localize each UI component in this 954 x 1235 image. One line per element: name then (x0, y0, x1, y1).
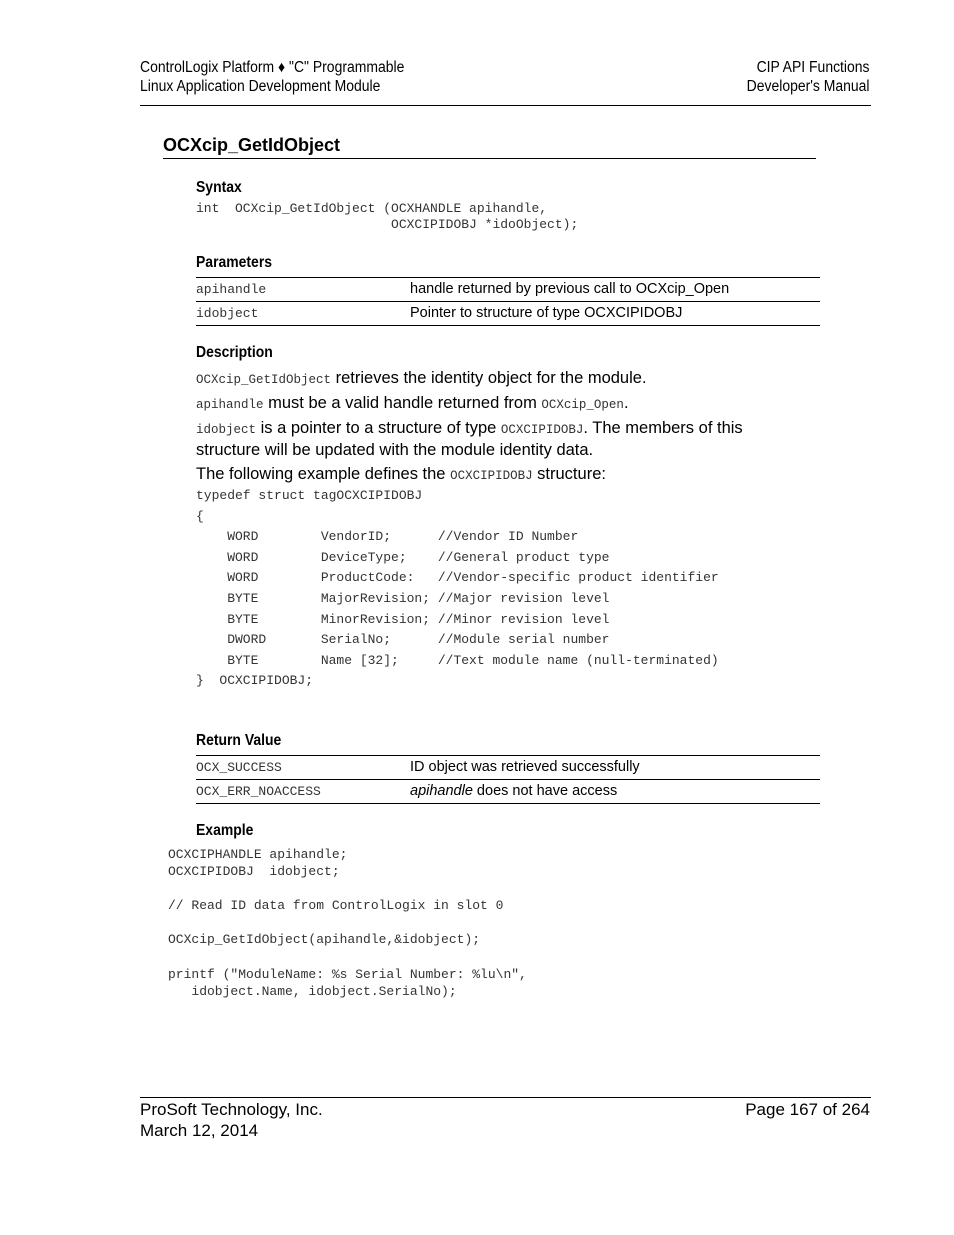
param-name: apihandle (196, 282, 267, 297)
return-code: OCX_ERR_NOACCESS (196, 784, 321, 799)
inline-code: OCXcip_GetIdObject (196, 373, 332, 387)
title-rule (163, 158, 816, 159)
description-paragraph (196, 368, 816, 393)
inline-code: OCXcip_Open (541, 398, 624, 412)
inline-code: idobject (196, 423, 257, 437)
struct-definition-code: typedef struct tagOCXCIPIDOBJ { WORD VendorID; //Vendor ID Number WORD DeviceType; //General product type WORD ProductCode: //Vendor-specific product identifier BYTE MajorRevision; //Major revision level BYTE MinorRevision; //Minor revision level DWORD SerialNo; //Module serial number BYTE Name [32]; //Text module name (null-terminated) } OCXCIPIDOBJ; (196, 488, 719, 689)
example-heading: Example (196, 822, 254, 839)
description-text: structure will be updated with the module identity data. (196, 441, 594, 459)
table-row (196, 302, 820, 326)
syntax-heading: Syntax (196, 179, 242, 196)
footer-date: March 12, 2014 (140, 1121, 259, 1140)
table-row (196, 780, 820, 804)
syntax-code (196, 201, 578, 233)
description-text: retrieves the identity object for the module. (331, 369, 647, 387)
description-paragraph (196, 418, 816, 440)
param-desc: Pointer to structure of type OCXCIPIDOBJ (410, 305, 683, 321)
description-text: . (623, 394, 629, 412)
return-code: OCX_SUCCESS (196, 760, 282, 775)
header-module-name: Linux Application Development Module (140, 78, 381, 95)
return-value-heading: Return Value (196, 732, 282, 749)
syntax-line: OCXCIPIDOBJ *idoObject); (196, 217, 579, 232)
return-desc (410, 783, 617, 799)
header-manual: Developer's Manual (747, 78, 870, 95)
inline-code: OCXCIPIDOBJ (500, 423, 584, 437)
header-left (140, 58, 404, 96)
inline-code: apihandle (196, 398, 264, 412)
footer-rule (140, 1097, 871, 1098)
description-text: The following example defines the (196, 465, 451, 483)
return-desc: ID object was retrieved successfully (410, 759, 640, 775)
description-heading: Description (196, 344, 273, 361)
header-product-line: ControlLogix Platform ♦ "C" Programmable (140, 59, 405, 76)
example-code: OCXCIPHANDLE apihandle; OCXCIPIDOBJ idobject; // Read ID data from ControlLogix in slot 0 OCXcip_GetIdObject(apihandle,&idobject); printf ("ModuleName: %s Serial Number: %lu\n", idobject.Name, idobject.SerialNo); (168, 847, 527, 999)
description-paragraph (196, 464, 816, 486)
inline-code: OCXCIPIDOBJ (450, 469, 533, 483)
table-row (196, 756, 820, 780)
description-text: must be a valid handle returned from (263, 394, 542, 412)
description-body (196, 368, 816, 486)
header-rule (140, 105, 871, 106)
return-desc-italic: apihandle (410, 783, 473, 799)
table-row (196, 278, 820, 302)
page-title: OCXcip_GetIdObject (163, 135, 341, 155)
description-text: is a pointer to a structure of type (256, 419, 501, 437)
return-desc-text: does not have access (472, 783, 618, 799)
parameters-table (196, 278, 820, 326)
description-text: . The members of this (583, 419, 743, 437)
parameters-heading: Parameters (196, 254, 273, 271)
return-value-table (196, 756, 820, 804)
header-right (747, 58, 870, 96)
param-name: idobject (196, 306, 259, 321)
footer-company: ProSoft Technology, Inc. (140, 1100, 323, 1119)
syntax-line: int OCXcip_GetIdObject (OCXHANDLE apihandle, (196, 201, 548, 216)
description-text: structure: (532, 465, 606, 483)
description-paragraph (196, 393, 816, 418)
footer-page-number: Page 167 of 264 (745, 1100, 870, 1119)
param-desc: handle returned by previous call to OCXcip_Open (410, 281, 730, 297)
header-chapter: CIP API Functions (757, 59, 870, 76)
footer-left (140, 1099, 323, 1141)
